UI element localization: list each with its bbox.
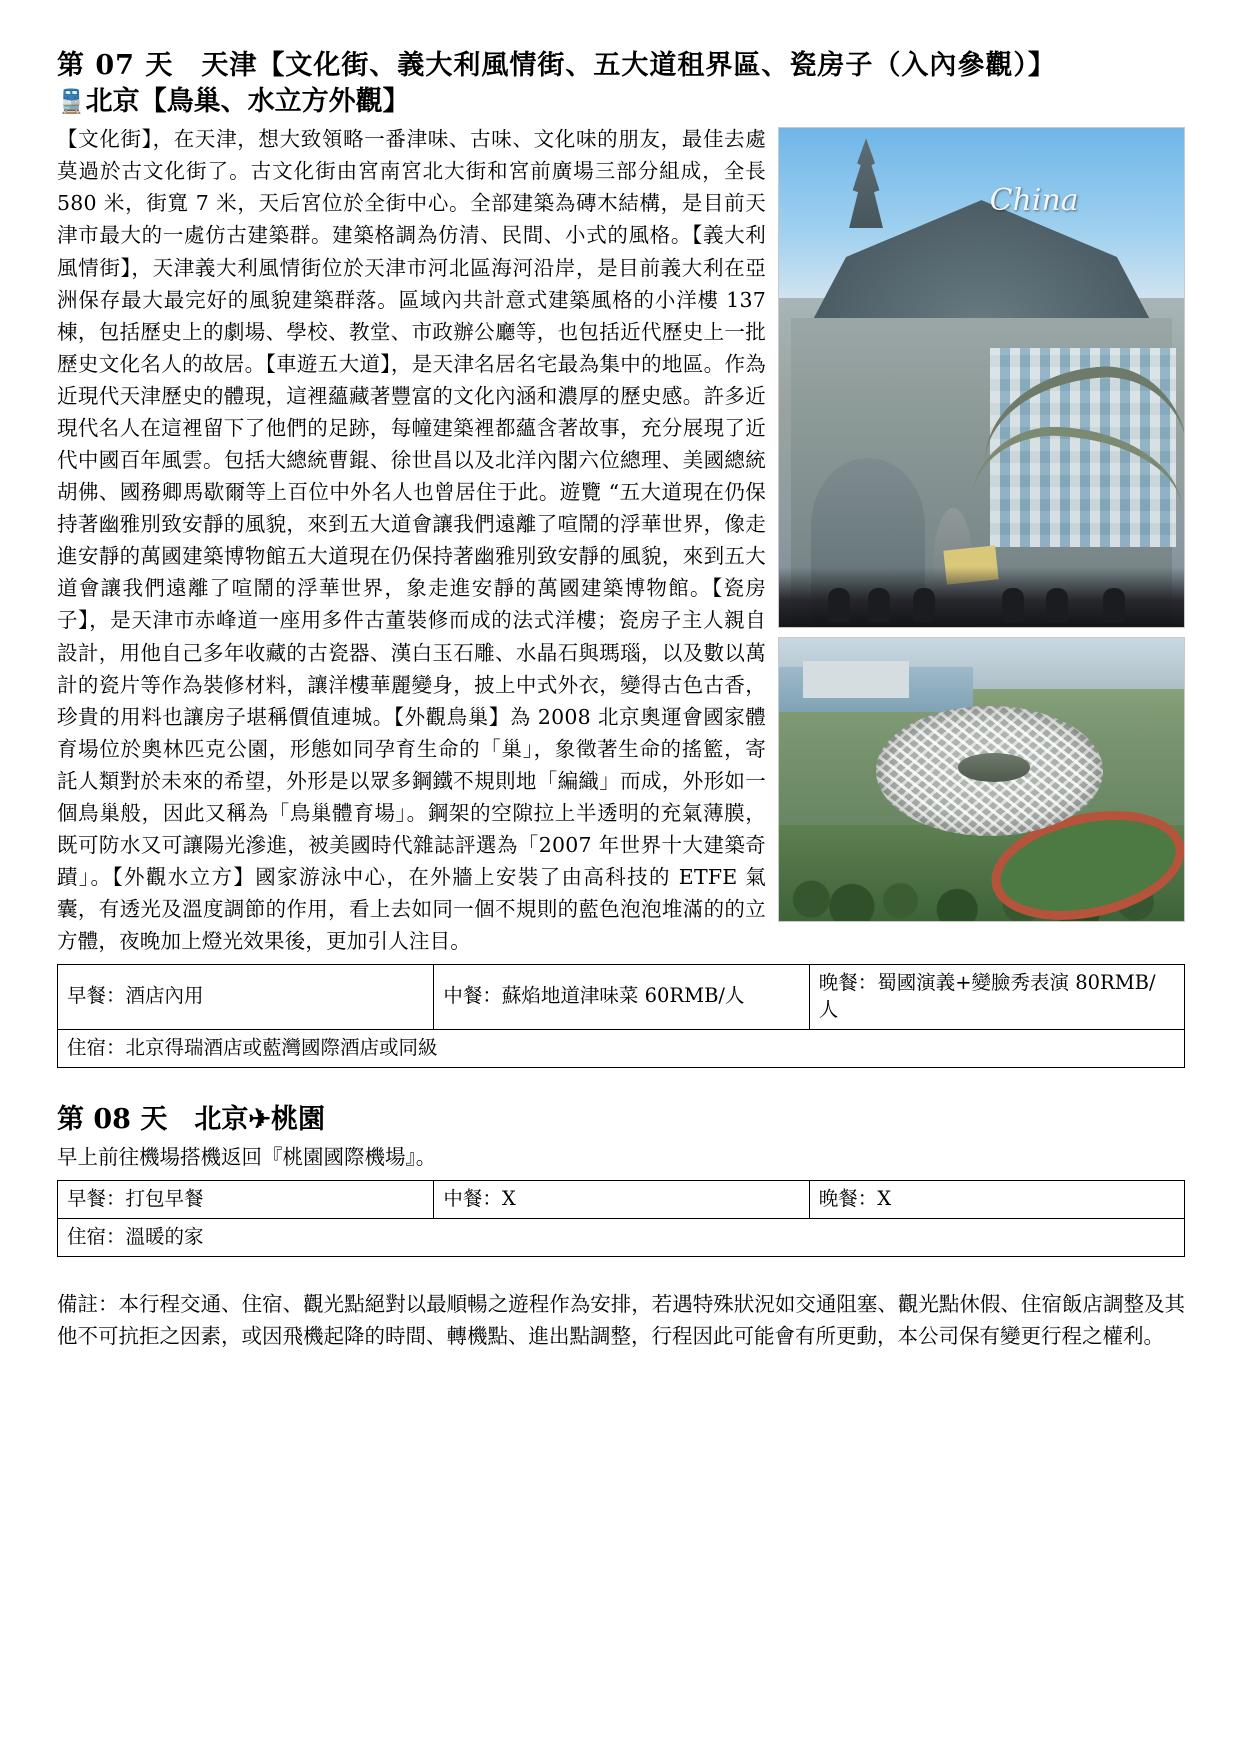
day-07-meal-table [57, 964, 1185, 1068]
photo-person [913, 588, 935, 622]
stadium-nest-bowl [958, 753, 1031, 782]
day-08-breakfast-cell: 早餐：打包早餐 [58, 1180, 434, 1218]
photo-person [1046, 588, 1068, 622]
day-08-meal-table [57, 1180, 1185, 1258]
footer-note: 備註：本行程交通、住宿、觀光點絕對以最順暢之遊程作為安排，若遇特殊狀況如交通阻塞、觀光點休假、住宿飯店調整及其他不可抗拒之因素，或因飛機起降的時間、轉機點、進出點調整，行程因此可能會有所更動，本公司保有變更行程之權利。 [57, 1292, 1185, 1349]
day-08-heading: 第 08 天 北京✈桃園 [57, 1104, 325, 1136]
porcelain-house-photo [778, 127, 1185, 628]
day-07-heading [57, 48, 1185, 119]
train-icon: 🚆 [57, 87, 86, 115]
day-08-lunch-cell: 中餐：X [434, 1180, 809, 1218]
document-content [57, 48, 1185, 1353]
table-row [58, 1218, 1185, 1256]
stadium-buildings [803, 661, 908, 698]
day-08-body-text: 早上前往機場搭機返回『桃園國際機場』。 [57, 1144, 437, 1169]
day-07-heading-line2: 北京【鳥巢、水立方外觀】 [85, 85, 410, 117]
day-07-body-text: 【文化街】，在天津，想大致領略一番津味、古味、文化味的朋友，最佳去處莫過於古文化街了。古文化街由宮南宮北大街和宮前廣場三部分組成，全長 580 米，街寬 7 米，天后宮位於全街中心。全部建築為磚木結構，是目前天津市最大的一處仿古建築群。建築格調為仿清、民間、小式的風格。【義大利風情街】，天津義大利風情街位於天津市河北區海河沿岸，是目前義大利在亞洲保存最大最完好的風貌建築群落。區域內共計意式建築風格的小洋樓 137 棟，包括歷史上的劇場、學校、教堂、市政辦公廳等，也包括近代歷史上一批歷史文化名人的故居。【車遊五大道】，是天津名居名宅最為集中的地區。作為近現代天津歷史的體現，這裡蘊藏著豐富的文化內涵和濃厚的歷史感。許多近現代名人在這裡留下了他們的足跡，每幢建築裡都蘊含著故事，充分展現了近代中國百年風雲。包括大總統曹錕、徐世昌以及北洋內閣六位總理、美國總統胡佛、國務卿馬歇爾等上百位中外名人也曾居住于此。遊覽 “五大道現在仍保持著幽雅別致安靜的風貌，來到五大道會讓我們遠離了喧鬧的浮華世界，像走進安靜的萬國建築博物館五大道現在仍保持著幽雅別致安靜的風貌，來到五大道會讓我們遠離了喧鬧的浮華世界，象走進安靜的萬國建築博物館。【瓷房子】，是天津市赤峰道一座用多件古董裝修而成的法式洋樓；瓷房子主人親自設計，用他自己多年收藏的古瓷器、漢白玉石雕、水晶石與瑪瑙，以及數以萬計的瓷片等作為裝修材料，讓洋樓華麗變身，披上中式外衣，變得古色古香，珍貴的用料也讓房子堪稱價值連城。【外觀鳥巢】為 2008 北京奧運會國家體育場位於奧林匹克公園，形態如同孕育生命的「巢」，象徵著生命的搖籃，寄託人類對於未來的希望，外形是以眾多鋼鐵不規則地「編織」而成，外形如一個鳥巢般，因此又稱為「鳥巢體育場」。鋼架的空隙拉上半透明的充氣薄膜，既可防水又可讓陽光滲進，被美國時代雜誌評選為「2007 年世界十大建築奇蹟」。【外觀水立方】國家游泳中心，在外牆上安裝了由高科技的 ETFE 氣囊，有透光及溫度調節的作用，看上去如同一個不規則的藍色泡泡堆滿的的立方體，夜晚加上燈光效果後，更加引人注目。 [57, 127, 766, 954]
photo-person [868, 588, 890, 622]
day-07-body-block [57, 123, 1185, 957]
day-07-image-column [778, 127, 1185, 922]
day-08-dinner-cell: 晚餐：X [809, 1180, 1184, 1218]
photo-person [828, 588, 850, 622]
table-row [58, 965, 1185, 1030]
table-row [58, 1180, 1185, 1218]
day-07-heading-line1: 第 07 天 天津【文化街、義大利風情街、五大道租界區、瓷房子（入內參觀）】 [57, 50, 1056, 81]
day-07-hotel-cell: 住宿：北京得瑞酒店或藍灣國際酒店或同級 [58, 1029, 1185, 1067]
day-07-breakfast-cell: 早餐：酒店內用 [58, 965, 434, 1030]
table-row [58, 1029, 1185, 1067]
day-07-lunch-cell: 中餐：蘇焰地道津味菜 60RMB/人 [434, 965, 809, 1030]
stadium-nest-structure [876, 706, 1103, 836]
day-07-dinner-cell: 晚餐：蜀國演義+變臉秀表演 80RMB/人 [809, 965, 1184, 1030]
footer-spacer-2 [57, 1279, 1185, 1289]
photo-person [1103, 588, 1125, 622]
birds-nest-stadium-photo [778, 637, 1185, 922]
day-08-hotel-cell: 住宿：溫暖的家 [58, 1218, 1185, 1256]
photo-china-sign: China [989, 183, 1079, 219]
section-spacer [57, 1068, 1185, 1102]
photo-person [1002, 588, 1024, 622]
footer-spacer [57, 1257, 1185, 1279]
